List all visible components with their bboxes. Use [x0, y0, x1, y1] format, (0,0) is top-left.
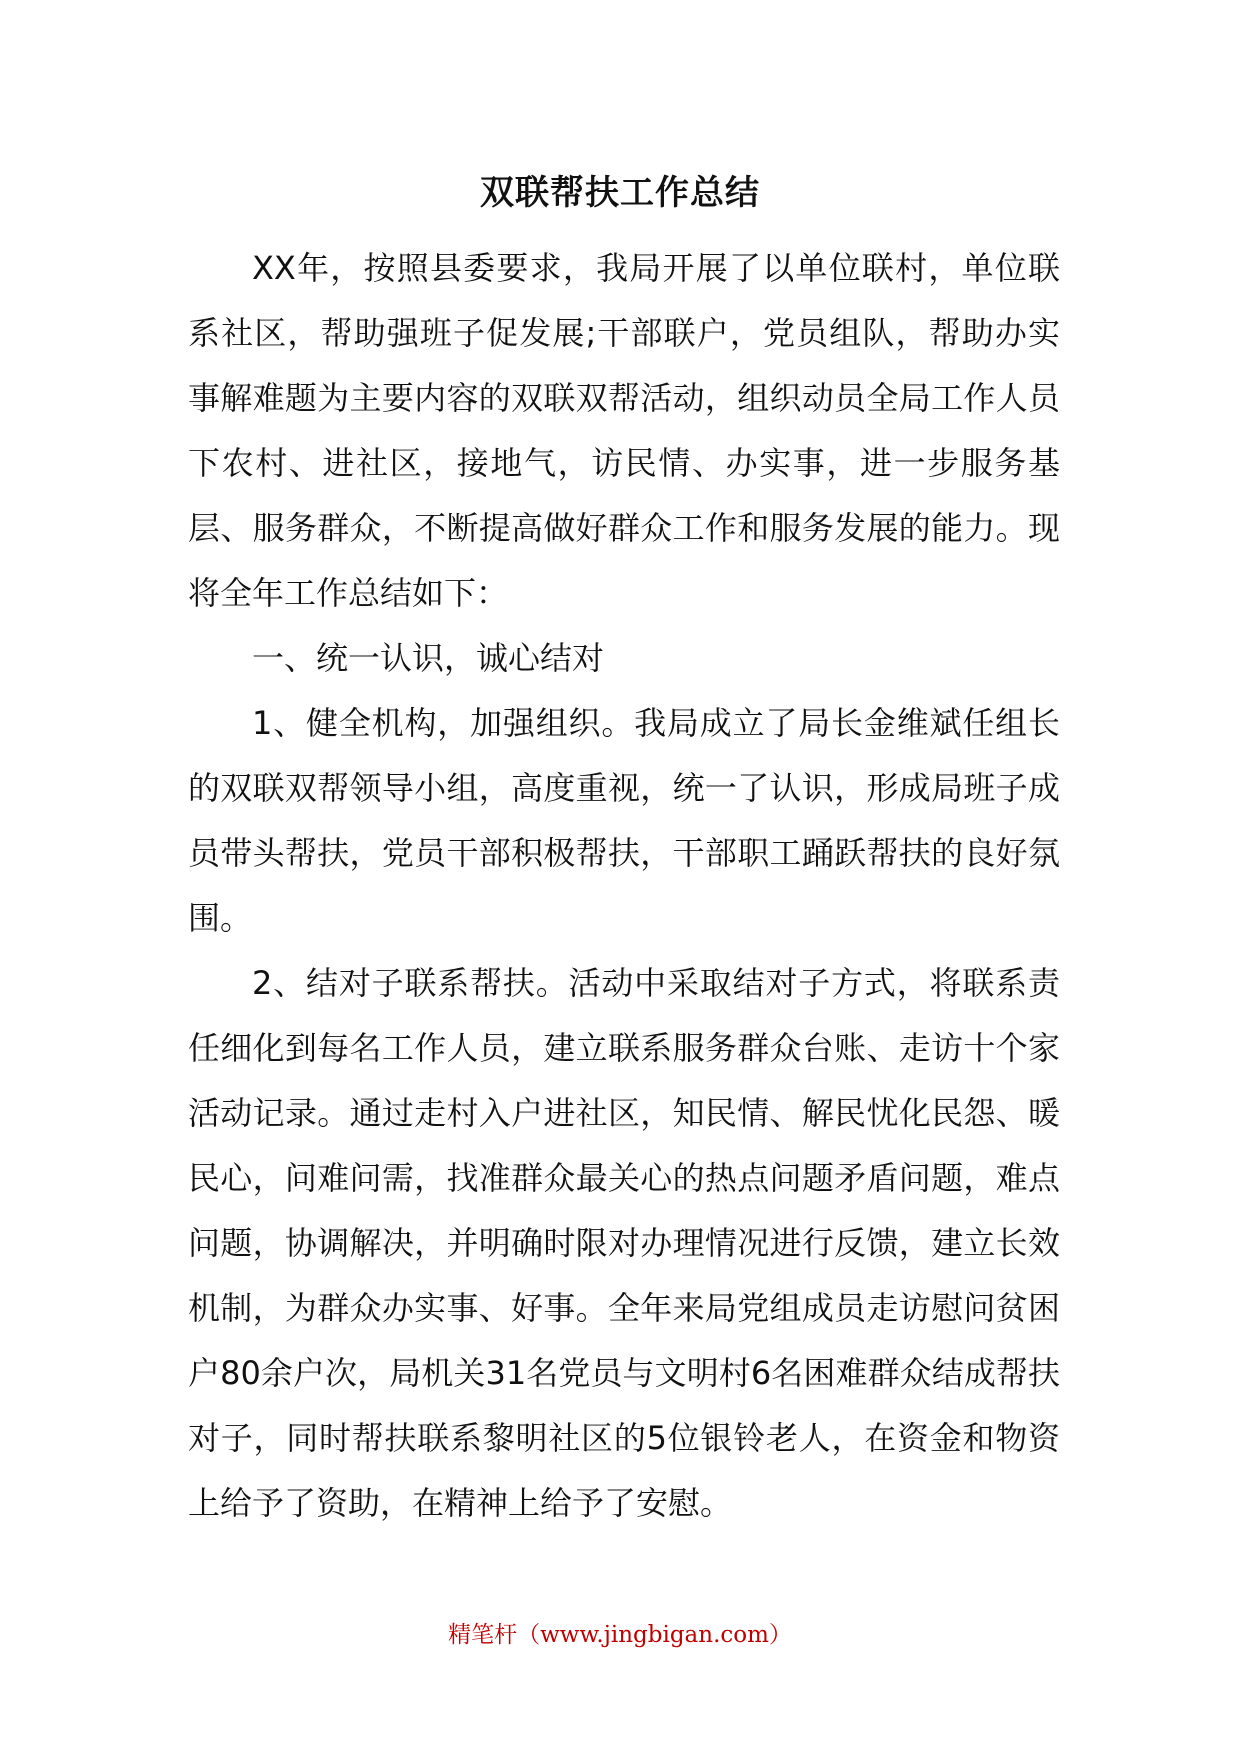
- paragraph-item-1: 1、健全机构，加强组织。我局成立了局长金维斌任组长的双联双帮领导小组，高度重视，统一了认识，形成局班子成员带头帮扶，党员干部积极帮扶，干部职工踊跃帮扶的良好氛围。: [188, 704, 1060, 937]
- paragraph-item-2: 2、结对子联系帮扶。活动中采取结对子方式，将联系责任细化到每名工作人员，建立联系服务群众台账、走访十个家活动记录。通过走村入户进社区，知民情、解民忧化民怨、暖民心，问难问需，找准群众最关心的热点问题矛盾问题，难点问题，协调解决，并明确时限对办理情况进行反馈，建立长效机制，为群众办实事、好事。全年来局党组成员走访慰问贫困户80余户次，局机关31名党员与文明村6名困难群众结成帮扶对子，同时帮扶联系黎明社区的5位银铃老人，在资金和物资上给予了资助，在精神上给予了安慰。: [188, 964, 1060, 1522]
- document-body: [188, 236, 1060, 1536]
- section-heading-1: 一、统一认识，诚心结对: [252, 639, 605, 677]
- footer-watermark-text: 精笔杆（www.jingbigan.com）: [448, 1622, 792, 1648]
- intro-paragraph: XX年，按照县委要求，我局开展了以单位联村，单位联系社区，帮助强班子促发展;干部联户，党员组队，帮助办实事解难题为主要内容的双联双帮活动，组织动员全局工作人员下农村、进社区，接地气，访民情、办实事，进一步服务基层、服务群众，不断提高做好群众工作和服务发展的能力。现将全年工作总结如下：: [188, 249, 1060, 612]
- document-title: 双联帮扶工作总结: [480, 173, 760, 213]
